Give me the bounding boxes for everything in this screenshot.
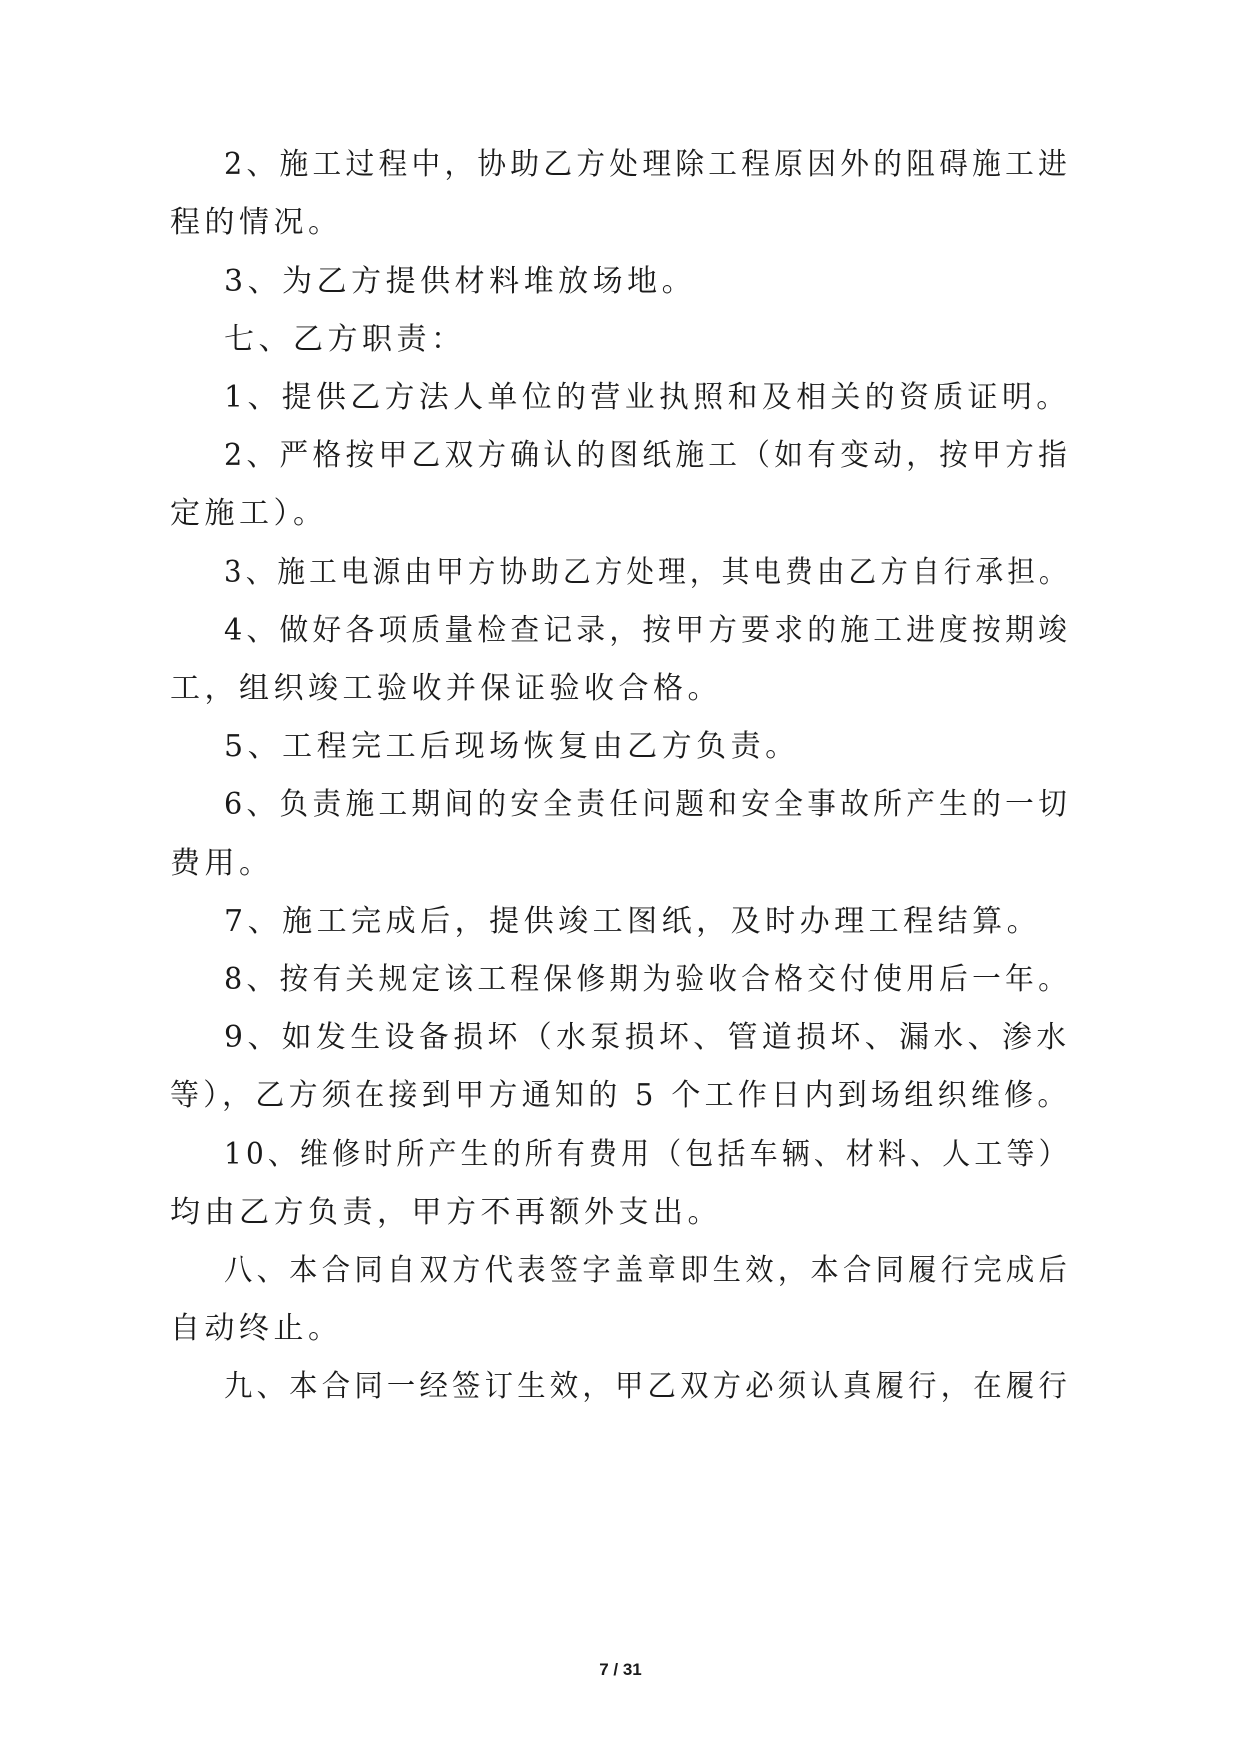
text-line: 自动终止。	[170, 1311, 343, 1346]
page-number: 7 / 31	[599, 1660, 642, 1679]
text-line: 8、按有关规定该工程保修期为验收合格交付使用后一年。	[224, 962, 1072, 997]
text-line: 6、负责施工期间的安全责任问题和安全事故所产生的一切	[224, 787, 1072, 822]
text-line: 定施工）。	[170, 496, 328, 531]
text-line: 程的情况。	[170, 205, 343, 240]
text-line: 费用。	[170, 846, 274, 881]
section-heading: 七、乙方职责：	[224, 322, 466, 357]
text-line: 2、严格按甲乙双方确认的图纸施工（如有变动，按甲方指	[224, 438, 1072, 473]
text-line: 9、如发生设备损坏（水泵损坏、管道损坏、漏水、渗水	[224, 1020, 1071, 1055]
section-heading: 八、本合同自双方代表签字盖章即生效，本合同履行完成后	[224, 1253, 1072, 1288]
text-line: 2、施工过程中，协助乙方处理除工程原因外的阻碍施工进	[224, 147, 1072, 182]
text-line: 1、提供乙方法人单位的营业执照和及相关的资质证明。	[224, 380, 1071, 415]
text-line: 等），乙方须在接到甲方通知的 5 个工作日内到场组织维修。	[170, 1078, 1071, 1113]
text-line: 4、做好各项质量检查记录，按甲方要求的施工进度按期竣	[224, 613, 1072, 648]
text-line: 5、工程完工后现场恢复由乙方负责。	[224, 729, 800, 764]
text-line: 3、为乙方提供材料堆放场地。	[224, 264, 697, 299]
text-line: 10、维修时所产生的所有费用（包括车辆、材料、人工等）	[224, 1137, 1071, 1172]
text-line: 7、施工完成后，提供竣工图纸，及时办理工程结算。	[224, 904, 1042, 939]
text-line: 均由乙方负责，甲方不再额外支出。	[170, 1195, 722, 1230]
text-line: 工，组织竣工验收并保证验收合格。	[170, 671, 722, 706]
section-heading: 九、本合同一经签订生效，甲乙双方必须认真履行，在履行	[224, 1369, 1072, 1404]
text-line: 3、施工电源由甲方协助乙方处理，其电费由乙方自行承担。	[224, 555, 1071, 590]
